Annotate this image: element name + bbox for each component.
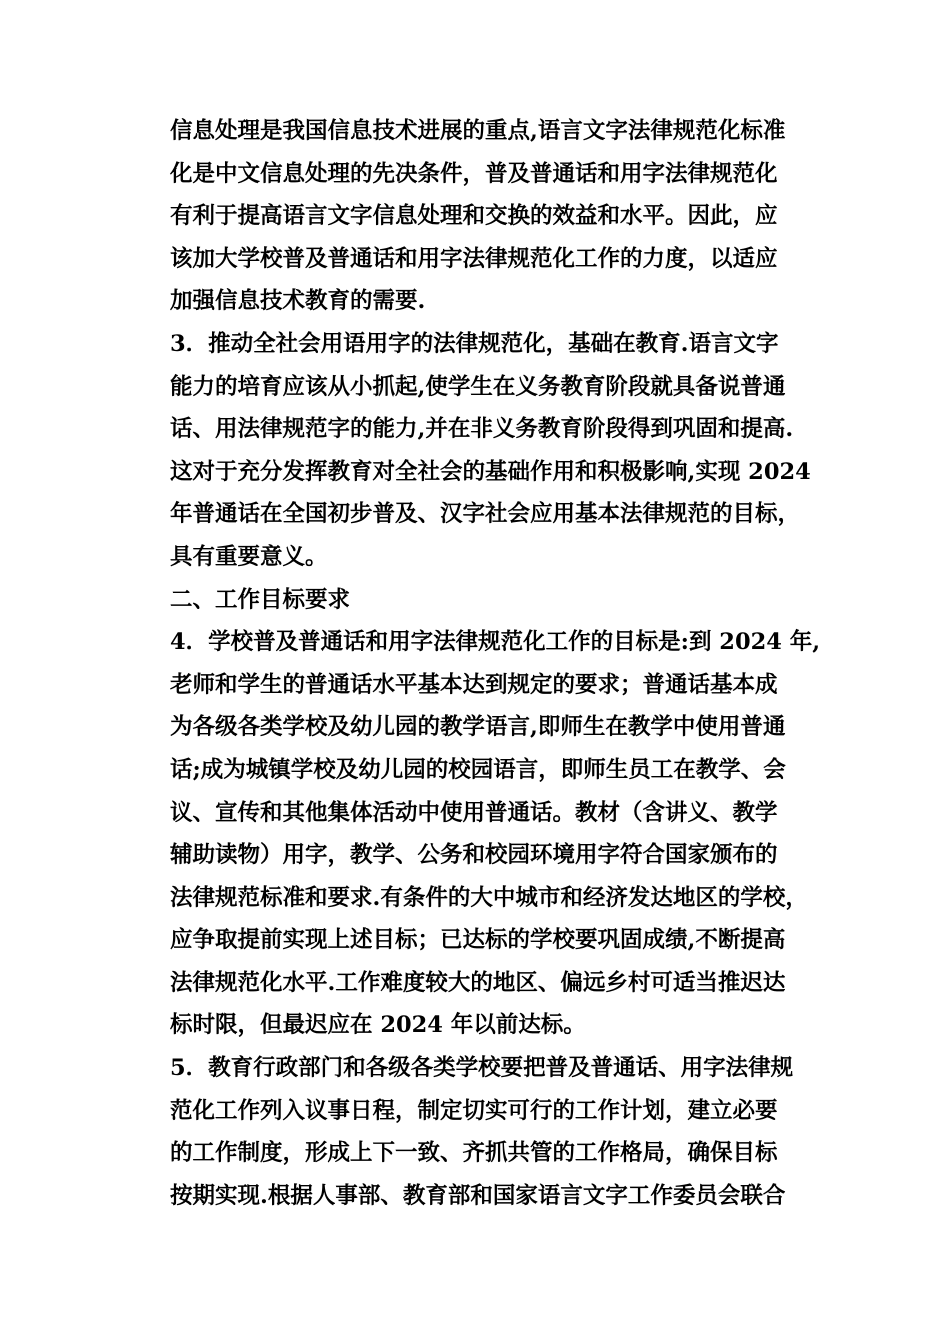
text-line: 化是中文信息处理的先决条件，普及普通话和用字法律规范化 bbox=[170, 160, 778, 187]
text-line: 4．学校普及普通话和用字法律规范化工作的目标是:到 2024 年, bbox=[170, 629, 821, 656]
text-line: 应争取提前实现上述目标；已达标的学校要巩固成绩,不断提高 bbox=[170, 927, 786, 954]
text-line: 信息处理是我国信息技术进展的重点,语言文字法律规范化标准 bbox=[170, 118, 786, 144]
text-line: 辅助读物）用字，教学、公务和校园环境用字符合国家颁布的 bbox=[170, 842, 778, 869]
text-line: 标时限，但最迟应在 2024 年以前达标。 bbox=[170, 1012, 586, 1039]
text-line: 该加大学校普及普通话和用字法律规范化工作的力度，以适应 bbox=[170, 245, 778, 272]
text-line: 为各级各类学校及幼儿园的教学语言,即师生在教学中使用普通 bbox=[170, 714, 786, 741]
text-line: 有利于提高语言文字信息处理和交换的效益和水平。因此，应 bbox=[170, 203, 778, 230]
text-line: 加强信息技术教育的需要. bbox=[170, 288, 426, 315]
text-line: 具有重要意义。 bbox=[170, 543, 328, 570]
body-text bbox=[170, 110, 885, 1217]
text-line: 法律规范标准和要求.有条件的大中城市和经济发达地区的学校， bbox=[170, 884, 808, 911]
text-line: 话、用法律规范字的能力,并在非义务教育阶段得到巩固和提高. bbox=[170, 416, 794, 443]
text-line: 老师和学生的普通话水平基本达到规定的要求；普通话基本成 bbox=[170, 671, 778, 698]
section-heading: 二、工作目标要求 bbox=[170, 586, 351, 613]
text-line: 法律规范化水平.工作难度较大的地区、偏远乡村可适当推迟达 bbox=[170, 969, 786, 996]
text-line: 3．推动全社会用语用字的法律规范化，基础在教育.语言文字 bbox=[170, 330, 779, 357]
text-line: 这对于充分发挥教育对全社会的基础作用和积极影响,实现 2024 bbox=[170, 458, 811, 485]
text-line: 话;成为城镇学校及幼儿园的校园语言，即师生员工在教学、会 bbox=[170, 756, 786, 783]
text-line: 范化工作列入议事日程，制定切实可行的工作计划，建立必要 bbox=[170, 1097, 778, 1124]
text-line: 议、宣传和其他集体活动中使用普通话。教材（含讲义、教学 bbox=[170, 799, 778, 826]
text-line: 能力的培育应该从小抓起,使学生在义务教育阶段就具备说普通 bbox=[170, 373, 786, 400]
text-line: 的工作制度，形成上下一致、齐抓共管的工作格局，确保目标 bbox=[170, 1140, 778, 1167]
text-line: 5．教育行政部门和各级各类学校要把普及普通话、用字法律规 bbox=[170, 1055, 794, 1082]
text-line: 年普通话在全国初步普及、汉字社会应用基本法律规范的目标， bbox=[170, 501, 801, 528]
text-line: 按期实现.根据人事部、教育部和国家语言文字工作委员会联合 bbox=[170, 1182, 786, 1209]
